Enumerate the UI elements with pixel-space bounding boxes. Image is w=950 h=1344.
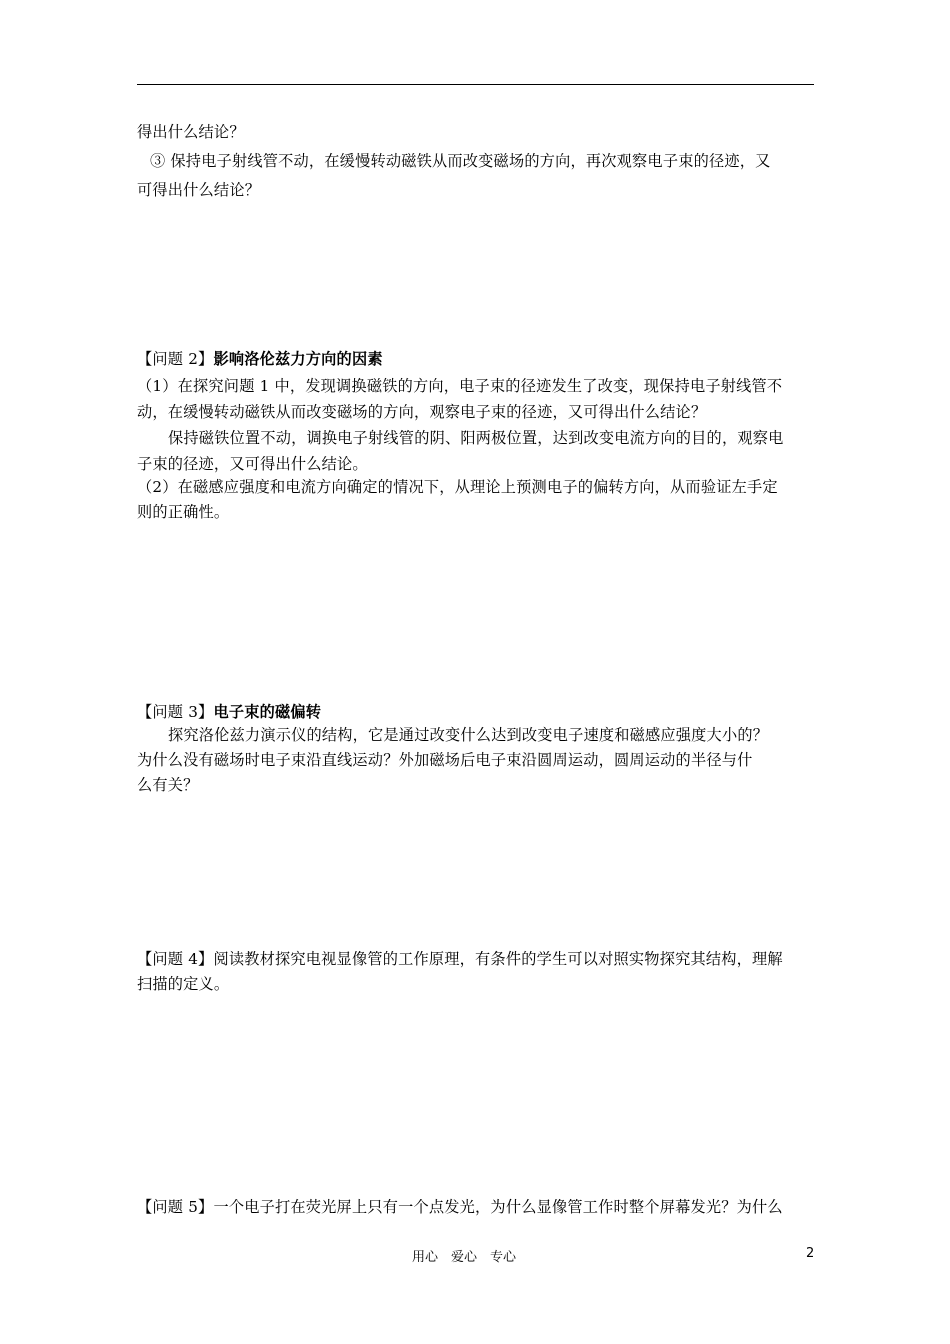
- q2-p2-line-2: 则的正确性。: [137, 503, 230, 521]
- page-number: 2: [806, 1246, 815, 1261]
- q2-p2-line-1: （2）在磁感应强度和电流方向确定的情况下，从理论上预测电子的偏转方向，从而验证左手定: [137, 478, 778, 496]
- q3-heading: [137, 703, 817, 721]
- intro-line-3: 可得出什么结论？: [137, 181, 261, 199]
- q4-line-2: 扫描的定义。: [137, 975, 230, 993]
- intro-line-1: 得出什么结论？: [137, 123, 245, 141]
- header-rule: [137, 84, 814, 85]
- q3-line-1: 探究洛伦兹力演示仪的结构，它是通过改变什么达到改变电子速度和磁感应强度大小的？: [168, 726, 769, 744]
- q2-heading: [137, 350, 817, 368]
- q4-tag: 【问题 4】: [137, 950, 214, 968]
- q2-p1-line-2: 动，在缓慢转动磁铁从而改变磁场的方向，观察电子束的径迹，又可得出什么结论？: [137, 403, 707, 421]
- q2-p1-line-1: （1）在探究问题 1 中，发现调换磁铁的方向，电子束的径迹发生了改变，现保持电子射线管不: [137, 377, 783, 395]
- q5-text-1: 一个电子打在荧光屏上只有一个点发光，为什么显像管工作时整个屏幕发光？为什么: [213, 1198, 783, 1216]
- q2-p1-line-4: 子束的径迹，又可得出什么结论。: [137, 455, 368, 473]
- q3-line-2: 为什么没有磁场时电子束沿直线运动？外加磁场后电子束沿圆周运动，圆周运动的半径与什: [137, 751, 753, 769]
- q2-p1-line-3: 保持磁铁位置不动，调换电子射线管的阴、阳两极位置，达到改变电流方向的目的，观察电: [168, 429, 784, 447]
- q4-line-1: [137, 950, 817, 968]
- footer-motto: 用心 爱心 专心: [412, 1250, 517, 1265]
- q3-tag: 【问题 3】: [137, 703, 214, 721]
- q3-line-3: 么有关？: [137, 776, 199, 794]
- intro-line-2: ③ 保持电子射线管不动，在缓慢转动磁铁从而改变磁场的方向，再次观察电子束的径迹，又: [150, 152, 771, 170]
- q4-text-1: 阅读教材探究电视显像管的工作原理，有条件的学生可以对照实物探究其结构，理解: [213, 950, 783, 968]
- q2-tag: 【问题 2】: [137, 350, 214, 368]
- q5-line-1: [137, 1198, 817, 1216]
- q3-title: 电子束的磁偏转: [213, 703, 322, 721]
- q2-title: 影响洛伦兹力方向的因素: [213, 350, 383, 368]
- q5-tag: 【问题 5】: [137, 1198, 214, 1216]
